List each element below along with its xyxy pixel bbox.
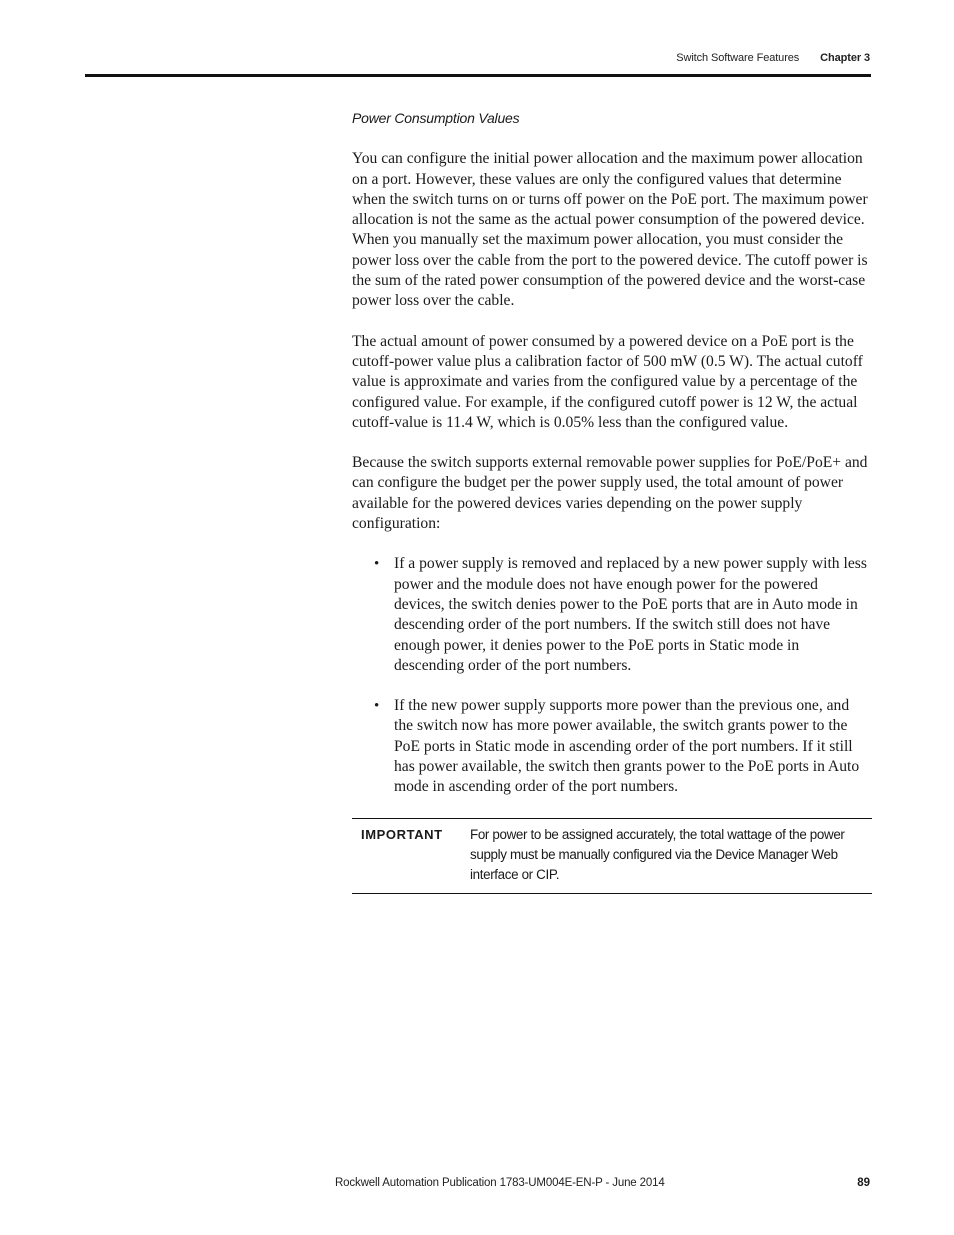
paragraph: The actual amount of power consumed by a powered device on a PoE port is the cutoff-power value plus a calibration factor of 500 mW (0.5 W). The actual cutoff value is approximate and varies from the configured value by a percentage of the configured value. For example, if the configured cutoff power is 12 W, the actual cutoff-value is 11.4 W, which is 0.05% less than the configured value. — [352, 332, 863, 431]
important-label: IMPORTANT — [361, 826, 443, 842]
header-rule — [85, 74, 871, 77]
running-header — [676, 52, 870, 64]
list-item: • If the new power supply supports more power than the previous one, and the switch now has more power available, the switch grants power to the PoE ports in Static mode in ascending order of the port numbers. If it still has power available, the switch then grants power to the PoE ports in Auto mode in ascending order of the port numbers. — [352, 696, 872, 797]
important-note — [352, 818, 872, 894]
main-content — [352, 108, 872, 894]
subheading: Power Consumption Values — [352, 110, 520, 126]
footer-publication: Rockwell Automation Publication 1783-UM004E-EN-P - June 2014 — [335, 1177, 665, 1189]
list-item: • If a power supply is removed and replaced by a new power supply with less power and the module does not have enough power for the powered devices, the switch denies power to the PoE ports that are in Auto mode in descending order of the port numbers. If the switch still does not have enough power, it denies power to the PoE ports in Static mode in descending order of the port numbers. — [352, 554, 872, 676]
chapter-label: Chapter 3 — [820, 52, 870, 64]
bullet-list — [352, 554, 872, 797]
paragraph: Because the switch supports external removable power supplies for PoE/PoE+ and can configure the budget per the power supply used, the total amount of power available for the powered devices varies depending on the power supply configuration: — [352, 454, 868, 533]
paragraph: You can configure the initial power allocation and the maximum power allocation on a port. However, these values are only the configured values that determine when the switch turns on or turns off power on the PoE port. The maximum power allocation is not the same as the actual power consumption of the powered device. When you manually set the maximum power allocation, you must consider the power loss over the cable from the port to the powered device. The cutoff power is the sum of the rated power consumption of the powered device and the worst-case power loss over the cable. — [352, 150, 868, 310]
section-title: Switch Software Features — [676, 52, 800, 64]
important-text: For power to be assigned accurately, the total wattage of the power supply must be manually configured via the Device Manager Web interface or CIP. — [470, 826, 845, 882]
page-number: 89 — [857, 1177, 870, 1189]
